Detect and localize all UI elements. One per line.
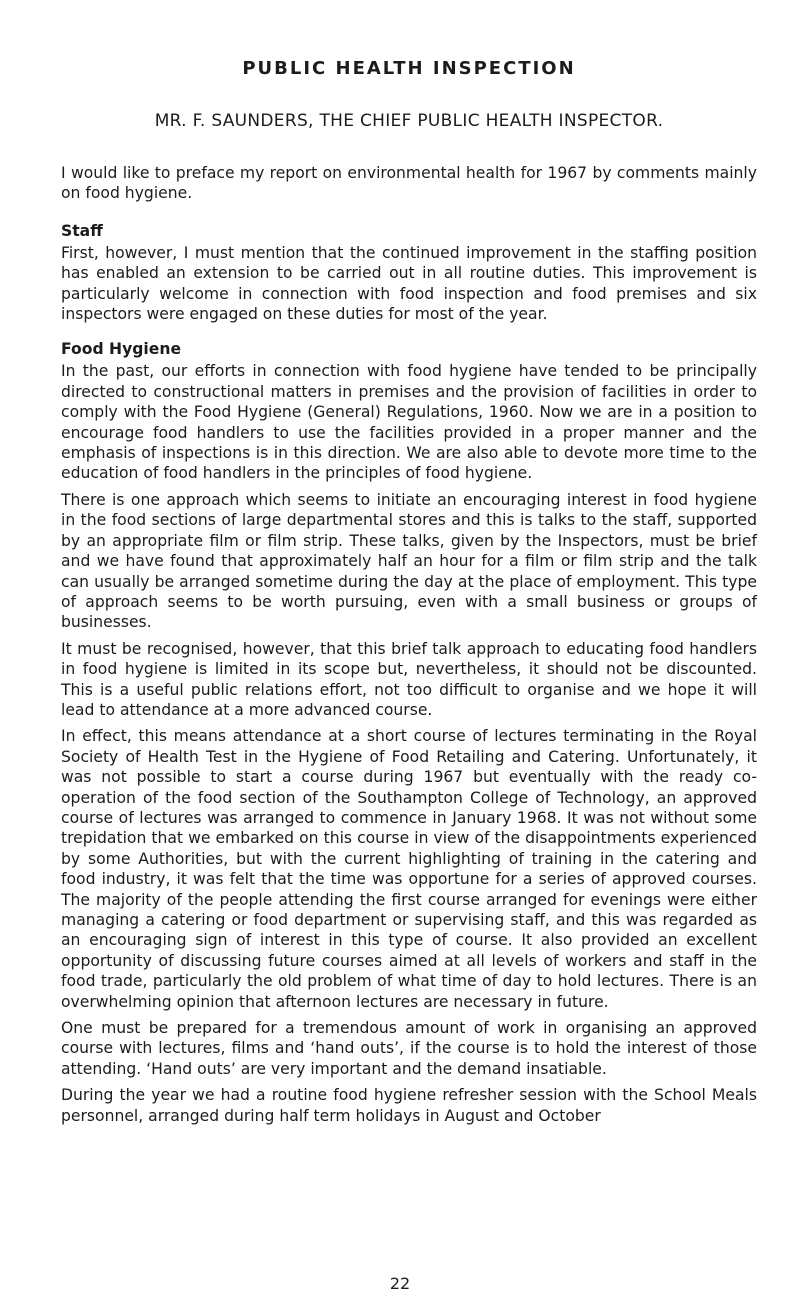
page-title: PUBLIC HEALTH INSPECTION	[242, 58, 576, 79]
food-hygiene-paragraph-3: It must be recognised, however, that this brief talk approach to educating food handlers in food hygiene is limited in its scope but, nevertheless, it should not be discounted. This is a useful public relations effort, not too difficult to organise and we hope it will lead to attendance at a more advanced course.	[61, 639, 757, 719]
staff-paragraph-1: First, however, I must mention that the continued improvement in the staffing position has enabled an extension to be carried out in all routine duties. This improvement is particularly welcome in connection with food inspection and food premises and six inspectors were engaged on these duties for most of the year.	[61, 243, 757, 324]
food-hygiene-paragraph-6: During the year we had a routine food hygiene refresher session with the School Meals personnel, arranged during half term holidays in August and October	[61, 1086, 757, 1125]
document-page	[61, 58, 757, 1141]
section-food-hygiene	[61, 339, 757, 1126]
section-staff	[61, 221, 757, 325]
food-hygiene-paragraph-5: One must be prepared for a tremendous amount of work in organising an approved course with lectures, films and ‘hand outs’, if the course is to hold the interest of those attending. ‘Hand outs’ are very important and the demand insatiable.	[61, 1019, 757, 1078]
intro-paragraph: I would like to preface my report on environmental health for 1967 by comments mainly on food hygiene.	[61, 164, 757, 203]
report-author-heading: MR. F. SAUNDERS, THE CHIEF PUBLIC HEALTH INSPECTOR.	[154, 111, 664, 131]
section-heading-staff: Staff	[61, 221, 103, 240]
page-number: 22	[389, 1274, 411, 1293]
food-hygiene-paragraph-4: In effect, this means attendance at a short course of lectures terminating in the Royal Society of Health Test in the Hygiene of Food Retailing and Catering. Unfortunately, it was not possible to start a course during 1967 but eventually with the ready co-operation of the food section of the Southampton College of Technology, an approved course of lectures was arranged to commence in January 1968. It was not without some trepidation that we embarked on this course in view of the disappointments experienced by some Authorities, but with the current highlighting of training in the catering and food industry, it was felt that the time was opportune for a series of approved courses. The majority of the people attending the first course arranged for evenings were either managing a catering or food department or supervising staff, and this was regarded as an encouraging sign of interest in this type of course. It also provided an excellent opportunity of discussing future courses aimed at all levels of workers and staff in the food trade, particularly the old problem of what time of day to hold lectures. There is an overwhelming opinion that afternoon lectures are necessary in future.	[61, 727, 757, 1011]
food-hygiene-paragraph-2: There is one approach which seems to initiate an encouraging interest in food hygiene in the food sections of large departmental stores and this is talks to the staff, supported by an appropriate film or film strip. These talks, given by the Inspectors, must be brief and we have found that approximately half an hour for a film or film strip and the talk can usually be arranged sometime during the day at the place of employment. This type of approach seems to be worth pursuing, even with a small business or groups of businesses.	[61, 490, 757, 632]
food-hygiene-paragraph-1: In the past, our efforts in connection with food hygiene have tended to be principally directed to constructional matters in premises and the provision of facilities in order to comply with the Food Hygiene (General) Regulations, 1960. Now we are in a position to encourage food handlers to use the facilities provided in a proper manner and the emphasis of inspections is in this direction. We are also able to devote more time to the education of food handlers in the principles of food hygiene.	[61, 362, 757, 483]
section-heading-food-hygiene: Food Hygiene	[61, 340, 182, 359]
